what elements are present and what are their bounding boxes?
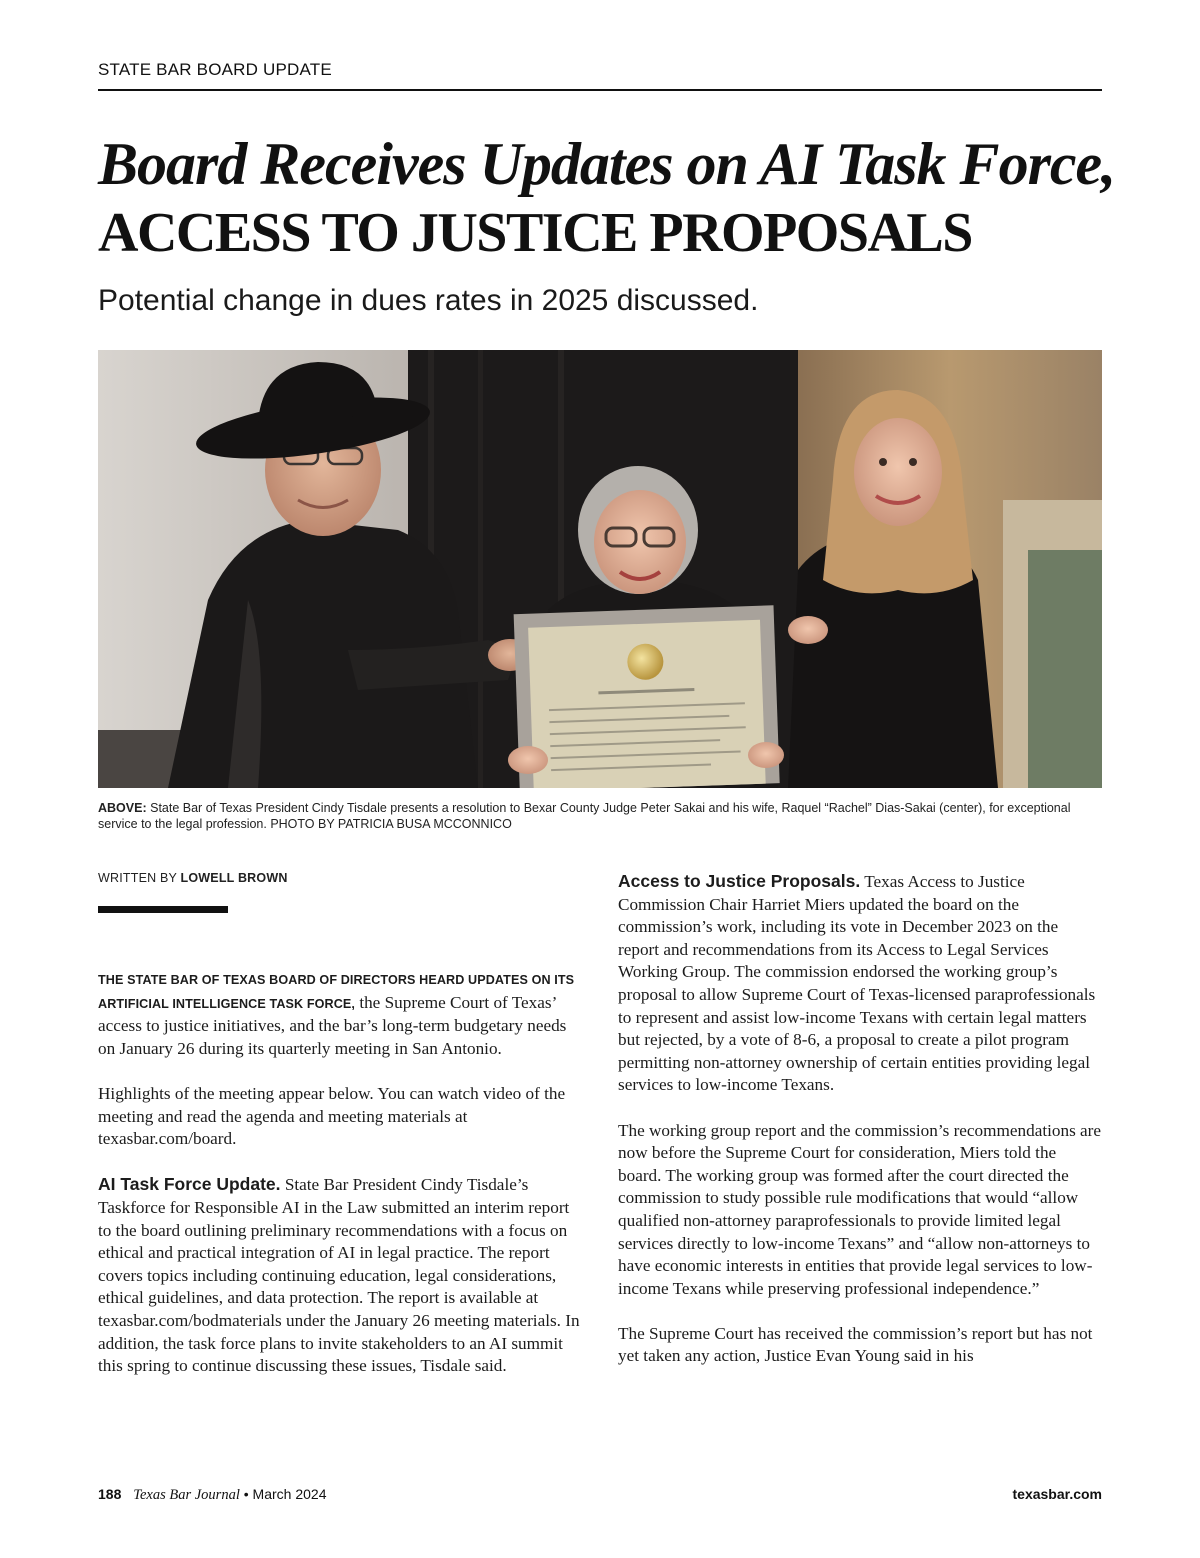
intro-lead: THE STATE BAR OF TEXAS BOARD OF DIRECTORS HEARD UPDATES ON ITS ARTIFICIAL INTELLIGENCE TASK FORCE, — [98, 973, 575, 1011]
journal-name: Texas Bar Journal — [133, 1487, 240, 1503]
issue-date: March 2024 — [252, 1486, 327, 1502]
headline-italic: Board Receives Updates on AI Task Force, — [98, 131, 1116, 197]
photo-caption — [98, 800, 1102, 832]
section-label: STATE BAR BOARD UPDATE — [98, 60, 332, 79]
highlights-paragraph: Highlights of the meeting appear below. You can watch video of the meeting and read the agenda and meeting materials at texasbar.com/board. — [98, 1083, 566, 1149]
atj-paragraph — [618, 870, 1102, 1097]
byline-bar — [98, 906, 228, 913]
atj-heading: Access to Justice Proposals. — [618, 871, 861, 891]
caption-lead: ABOVE: — [98, 801, 147, 815]
page-number: 188 — [98, 1486, 122, 1502]
footer-site[interactable]: texasbar.com — [1012, 1486, 1102, 1502]
footer-left — [98, 1486, 326, 1504]
column-left — [98, 968, 582, 1378]
supreme-court-paragraph: The Supreme Court has received the commission’s report but has not yet taken any action, Justice Evan Young said in his — [618, 1323, 1093, 1366]
footer-separator: • — [243, 1486, 249, 1502]
byline — [98, 871, 288, 885]
atj-text: Texas Access to Justice Commission Chair Harriet Miers updated the board on the commission’s work, including its vote in December 2023 on the report and recommendations from its Access to Legal Services Working Group. The commission endorsed the working group’s proposal to allow Supreme Court of Texas-licensed paraprofessionals to represent and assist low-income Texans with certain legal matters but rejected, by a vote of 8-6, a proposal to create a pilot program permitting non-attorney ownership of certain entities providing legal services to low-income Texans. — [618, 872, 1096, 1095]
article-photo — [98, 350, 1102, 788]
working-group-paragraph: The working group report and the commission’s recommendations are now before the Supreme Court for consideration, Miers told the board. The working group was formed after the court directed the commission to study possible rule modifications that would “allow qualified non-attorney paraprofessionals to provide limited legal services directly to low-income Texans” and “allow non-attorneys to have economic interests in entities that provide legal services to low-income Texans while preserving professional independence.” — [618, 1120, 1102, 1298]
ai-paragraph — [98, 1173, 582, 1377]
byline-author: LOWELL BROWN — [180, 871, 288, 885]
ai-heading: AI Task Force Update. — [98, 1174, 281, 1195]
ai-text: State Bar President Cindy Tisdale’s Taskforce for Responsible AI in the Law submitted an interim report to the board outlining preliminary recommendations with a focus on ethical and practical integration of AI in legal practice. The report covers topics including continuing education, legal considerations, ethical guidelines, and data protection. The report is available at texasbar.com/bodmaterials under the January 26 meeting materials. In addition, the task force plans to invite stakeholders to an AI summit this spring to continue discussing these issues, Tisdale said. — [98, 1175, 580, 1376]
caption-text: State Bar of Texas President Cindy Tisdale presents a resolution to Bexar County Judge Peter Sakai and his wife, Raquel “Rachel” Dias-Sakai (center), for exceptional service to the legal profession. PHOTO BY PATRICIA BUSA MCCONNICO — [98, 801, 1071, 831]
byline-prefix: WRITTEN BY — [98, 871, 177, 885]
intro-text: the Supreme Court of Texas’ access to justice initiatives, and the bar’s long-term budgetary needs on January 26 during its quarterly meeting in San Antonio. — [98, 992, 567, 1058]
headline-bold: ACCESS TO JUSTICE PROPOSALS — [98, 202, 972, 264]
deck-subtitle: Potential change in dues rates in 2025 discussed. — [98, 284, 759, 317]
column-right — [618, 870, 1102, 1368]
header-rule — [98, 89, 1102, 91]
intro-paragraph — [98, 968, 582, 1060]
